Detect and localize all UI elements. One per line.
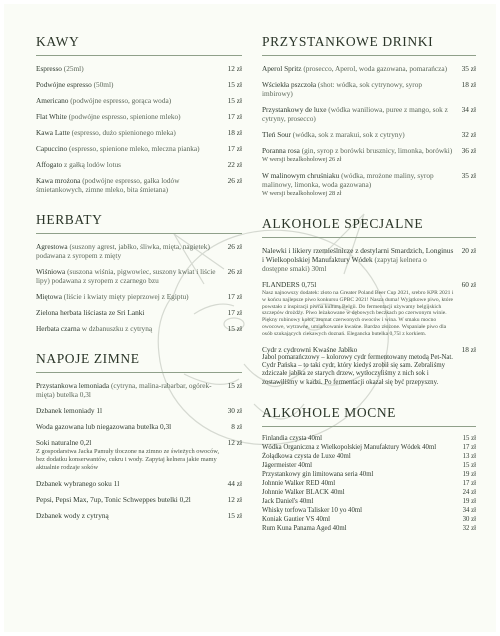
item-price: 17 zł bbox=[227, 144, 242, 153]
item-desc: (suszona wiśnia, pigwowiec, suszony kwiat i liście lipy) podawana z syropem z czarnego bzu bbox=[36, 267, 216, 285]
item-price: 18 zł bbox=[227, 128, 242, 137]
menu-item bbox=[262, 146, 476, 164]
item-name: Wściekła pszczoła bbox=[262, 80, 317, 89]
menu-item bbox=[262, 525, 476, 533]
item-desc: (podwójne espresso, spienione mleko) bbox=[66, 112, 181, 121]
item-price: 18 zł bbox=[461, 344, 476, 354]
menu-item bbox=[36, 96, 242, 105]
menu-item bbox=[262, 462, 476, 470]
item-desc: (wódka, mrożone maliny, syrop malinowy, limonka, woda gazowana) bbox=[262, 171, 434, 189]
item-name: Whisky torfowa Talisker 10 yo 40ml bbox=[262, 507, 363, 515]
item-name: Kawa Latte bbox=[36, 128, 70, 137]
item-price: 34 zł bbox=[461, 105, 476, 114]
left-column bbox=[36, 34, 242, 538]
item-desc: (podwójne espresso, gałka lodów śmietankowych, zimne mleko, bita śmietana) bbox=[36, 176, 180, 194]
item-name: Affogato bbox=[36, 160, 63, 169]
item-name: Tleń Sour bbox=[262, 130, 291, 139]
item-desc: (prosecco, Aperol, woda gazowana, pomarańcza) bbox=[301, 64, 447, 73]
drinki-section bbox=[262, 34, 476, 198]
item-name: Nalewki i likiery rzemieślnicze z destylarni Smardzich, Longinus i Wielkopolskiej Manufaktury Wódek bbox=[262, 246, 454, 264]
item-price: 17 zł bbox=[462, 480, 476, 488]
item-price: 36 zł bbox=[461, 146, 476, 155]
item-desc: (cytryna, malina-rabarbar, ogórek-mięta) butelka 0,3l bbox=[36, 381, 212, 399]
item-price: 32 zł bbox=[461, 130, 476, 139]
item-price: 17 zł bbox=[227, 308, 242, 317]
item-desc: (shot: wódka, sok cytrynowy, syrop imbirowy) bbox=[262, 80, 423, 98]
item-price: 17 zł bbox=[227, 292, 242, 301]
item-desc: (wódka waniliowa, puree z mango, sok z cytryny, prosecco) bbox=[262, 105, 448, 123]
menu-item bbox=[262, 64, 476, 73]
item-price: 15 zł bbox=[227, 511, 242, 520]
item-desc: (25ml) bbox=[61, 64, 84, 73]
item-name: Wódka Organiczna z Wielkopolskiej Manufaktury Wódek 40ml bbox=[262, 444, 437, 452]
item-price: 32 zł bbox=[462, 525, 476, 533]
menu-item bbox=[262, 498, 476, 506]
item-name: Jägermeister 40ml bbox=[262, 462, 313, 470]
section-title-napoje-zimne: NAPOJE ZIMNE bbox=[36, 351, 242, 373]
item-name: Dzbanek lemoniady 1l bbox=[36, 406, 103, 415]
item-price: 26 zł bbox=[227, 176, 242, 185]
menu-item bbox=[36, 80, 242, 89]
item-name: Przystankowy de luxe bbox=[262, 105, 327, 114]
item-price: 12 zł bbox=[227, 495, 242, 504]
right-column bbox=[262, 34, 476, 551]
item-price: 24 zł bbox=[462, 489, 476, 497]
item-price: 44 zł bbox=[227, 479, 242, 488]
item-name: Flat White bbox=[36, 112, 67, 121]
item-price: 60 zł bbox=[461, 280, 476, 289]
item-name: Pepsi, Pepsi Max, 7up, Tonic Schweppes butelki 0,2l bbox=[36, 495, 191, 504]
menu-item bbox=[262, 246, 476, 273]
menu-item bbox=[36, 176, 242, 194]
menu-item bbox=[36, 308, 242, 317]
menu-item bbox=[262, 171, 476, 198]
menu-item bbox=[36, 64, 242, 73]
item-name: Dzbanek wody z cytryną bbox=[36, 511, 109, 520]
item-name: Aperol Spritz bbox=[262, 64, 302, 73]
menu-item bbox=[36, 438, 242, 472]
item-price: 35 zł bbox=[461, 171, 476, 180]
item-price: 8 zł bbox=[231, 422, 242, 431]
menu-item bbox=[36, 324, 242, 333]
menu-item bbox=[262, 489, 476, 497]
item-name: Przystankowa lemoniada bbox=[36, 381, 110, 390]
item-name: Soki naturalne 0,2l bbox=[36, 438, 92, 447]
item-name: Capuccino bbox=[36, 144, 68, 153]
menu-item bbox=[36, 479, 242, 488]
menu-item-cydr bbox=[262, 345, 476, 388]
item-price: 12 zł bbox=[227, 438, 242, 447]
item-price: 17 zł bbox=[462, 444, 476, 452]
menu-item-flanders bbox=[262, 280, 476, 338]
item-name: Rum Kuna Panama Aged 40ml bbox=[262, 525, 347, 533]
menu-item bbox=[36, 292, 242, 301]
item-desc: (suszony agrest, jabłko, śliwka, mięta, nagietek) podawana z syropem z mięty bbox=[36, 242, 210, 260]
item-name: FLANDERS 0,75l bbox=[262, 280, 317, 289]
item-name: Poranna rosa bbox=[262, 146, 300, 155]
item-desc: (podwójne espresso, gorąca woda) bbox=[68, 96, 172, 105]
item-name: Kawa mrożona bbox=[36, 176, 81, 185]
item-name: Agrestowa bbox=[36, 242, 68, 251]
item-price: 15 zł bbox=[227, 381, 242, 390]
section-title-specjalne: ALKOHOLE SPECJALNE bbox=[262, 216, 476, 238]
menu-item bbox=[36, 511, 242, 520]
item-price: 19 zł bbox=[462, 498, 476, 506]
section-title-herbaty: HERBATY bbox=[36, 212, 242, 234]
section-title-mocne: ALKOHOLE MOCNE bbox=[262, 405, 476, 427]
item-name: Woda gazowana lub niegazowana butelka 0,3l bbox=[36, 422, 172, 431]
item-price: 30 zł bbox=[462, 516, 476, 524]
item-name: Johnnie Walker BLACK 40ml bbox=[262, 489, 345, 497]
item-price: 26 zł bbox=[227, 242, 242, 251]
menu-item bbox=[36, 381, 242, 399]
item-name: Espresso bbox=[36, 64, 62, 73]
item-price: 13 zł bbox=[462, 453, 476, 461]
item-desc: z gałką lodów lotus bbox=[62, 160, 121, 169]
herbaty-section bbox=[36, 212, 242, 333]
item-name: Podwójne espresso bbox=[36, 80, 92, 89]
item-name: Dzbanek wybranego soku 1l bbox=[36, 479, 120, 488]
napoje-section bbox=[36, 351, 242, 520]
item-desc: (50ml) bbox=[91, 80, 114, 89]
item-price: 34 zł bbox=[462, 507, 476, 515]
item-name: Cydr z cydrowni Kwaśne Jabłko bbox=[262, 344, 358, 354]
item-desc: (gin, syrop z borówki brusznicy, limonka, borówki) bbox=[299, 146, 453, 155]
item-price: 35 zł bbox=[461, 64, 476, 73]
menu-item bbox=[36, 144, 242, 153]
item-name: Miętowa bbox=[36, 292, 62, 301]
item-price: 18 zł bbox=[461, 80, 476, 89]
menu-item bbox=[36, 112, 242, 121]
item-price: 15 zł bbox=[462, 462, 476, 470]
item-name: Herbata czarna bbox=[36, 324, 80, 333]
menu-item bbox=[262, 480, 476, 488]
item-desc: (zapytaj kelnera o dostępne smaki) 30ml bbox=[262, 255, 427, 273]
item-desc: (espresso, dużo spienionego mleka) bbox=[69, 128, 176, 137]
menu-item bbox=[262, 516, 476, 524]
menu-item bbox=[36, 495, 242, 504]
menu-item bbox=[36, 422, 242, 431]
menu-item bbox=[262, 435, 476, 443]
menu-item bbox=[262, 130, 476, 139]
item-price: 30 zł bbox=[227, 406, 242, 415]
kawy-section bbox=[36, 34, 242, 194]
menu-item bbox=[36, 267, 242, 285]
item-price: 15 zł bbox=[462, 435, 476, 443]
item-name: Johnnie Walker RED 40ml bbox=[262, 480, 336, 488]
item-desc: (wódka, sok z marakui, sok z cytryny) bbox=[290, 130, 405, 139]
item-name: Americano bbox=[36, 96, 69, 105]
item-note: Z gospodarstwa Jacka Pamuły tłoczone na zimno ze świeżych owoców, bez dodatku konserwantów, cukru i wody. Zapytaj kelnera jakie mamy aktualnie rodzaje soków bbox=[36, 448, 220, 471]
menu-item bbox=[36, 242, 242, 260]
item-desc: w dzbanuszku z cytryną bbox=[79, 324, 153, 333]
menu-item bbox=[262, 80, 476, 98]
menu-item bbox=[262, 105, 476, 123]
item-name: Przystankowy gin limitowana seria 40ml bbox=[262, 471, 374, 479]
item-price: 17 zł bbox=[227, 112, 242, 121]
item-price: 20 zł bbox=[461, 246, 476, 255]
flanders-description: Nasz najnowszy dodatek: złoto na Greater Poland Beer Cup 2021, srebro KPR 2021 i w końcu najlepsze piwo konkursu GPBC 2021! Nasza duma! Wyjątkowe piwo, które powstało z inspiracji piwna kulturą Belgii. Do fermentacji używamy belgijskich szczepów drożdży. Piwo leżakowane w dębowych beczkach po czerwonym winie. Piękny rubinowy kolor, aromat czerwonych owoców i wina. W smaku mocno owocowe, wytrawne, umiarkowanie kwaśne. Bardzo złożone. Wspaniałe piwo dla osób szukających ciekawych doznań. Elegancka butelka 0,75l z korkiem. bbox=[262, 290, 454, 337]
menu-item bbox=[262, 453, 476, 461]
menu-item bbox=[262, 471, 476, 479]
item-price: 22 zł bbox=[227, 160, 242, 169]
item-price: 15 zł bbox=[227, 324, 242, 333]
menu-item bbox=[36, 406, 242, 415]
section-title-drinki: PRZYSTANKOWE DRINKI bbox=[262, 34, 476, 56]
item-name: Jack Daniel's 40ml bbox=[262, 498, 314, 506]
item-price: 15 zł bbox=[227, 96, 242, 105]
item-name: W malinowym chruśniaku bbox=[262, 171, 340, 180]
item-price: 19 zł bbox=[462, 471, 476, 479]
item-name: Żołądkowa czysta de Luxe 40ml bbox=[262, 453, 351, 461]
specjalne-section bbox=[262, 216, 476, 387]
cydr-description: Jabol pomarańczowy – kolorowy cydr fermentowany metodą Pet-Nat. Cydr Pańska – to taki cydr, który kiedyś zrobił się sam. Zebraliśmy zdziczałe jabłka ze starych drzew, wytłoczyliśmy z nich sok i zostawiliśmy w kadzi. Po fermentacji okazał się być przepyszny. bbox=[262, 353, 454, 386]
item-note: W wersji bezalkoholowej 26 zł bbox=[262, 156, 342, 163]
section-title-kawy: KAWY bbox=[36, 34, 242, 56]
item-name: Finlandia czysta 40ml bbox=[262, 435, 323, 443]
item-desc: (liście i kwiaty mięty pieprzowej z Egiptu) bbox=[61, 292, 189, 301]
menu-item bbox=[262, 507, 476, 515]
item-name: Koniak Gautier VS 40ml bbox=[262, 516, 331, 524]
item-price: 12 zł bbox=[227, 64, 242, 73]
menu-item bbox=[262, 444, 476, 452]
item-name: Zielona herbata liściasta ze Sri Lanki bbox=[36, 308, 145, 317]
item-note: W wersji bezalkoholowej 28 zł bbox=[262, 190, 342, 197]
item-name: Wiśniowa bbox=[36, 267, 66, 276]
mocne-section bbox=[262, 405, 476, 533]
menu-item bbox=[36, 160, 242, 169]
item-price: 26 zł bbox=[227, 267, 242, 276]
menu-item bbox=[36, 128, 242, 137]
item-desc: (espresso, spienione mleko, mleczna pianka) bbox=[67, 144, 200, 153]
item-price: 15 zł bbox=[227, 80, 242, 89]
